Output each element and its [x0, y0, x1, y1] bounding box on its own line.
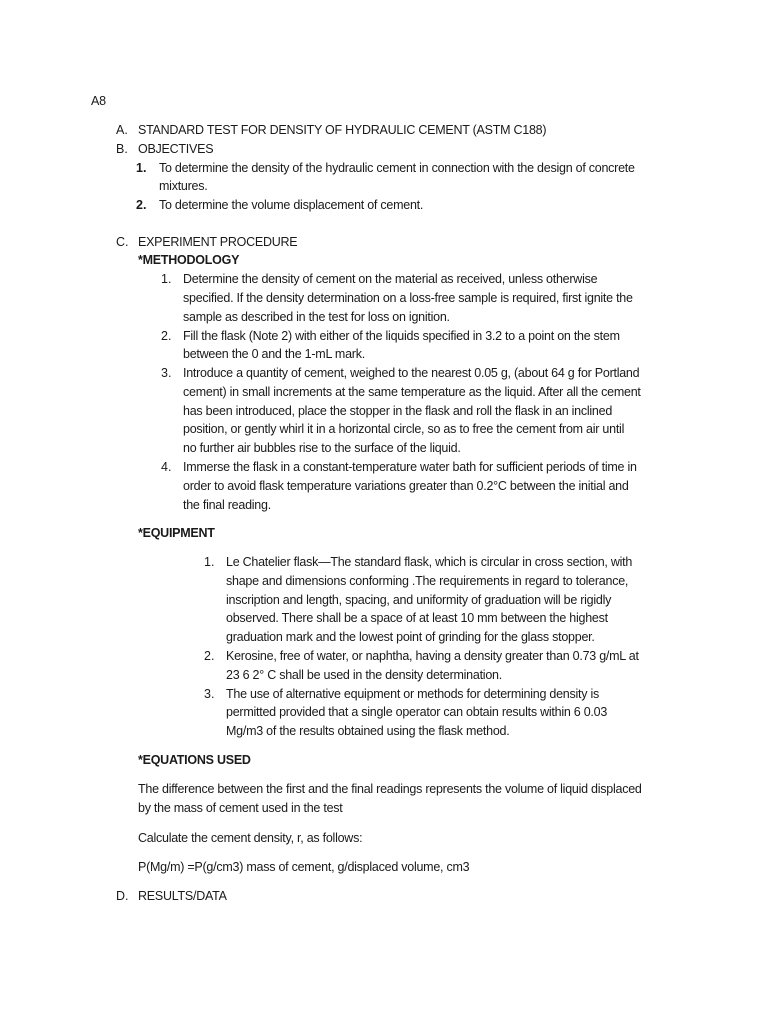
equipment-line: inscription and length, spacing, and uniformity of graduation will be rigidly: [226, 593, 612, 607]
methodology-number: 4.: [161, 460, 172, 474]
section-c-letter: C.: [116, 235, 129, 249]
section-a-letter: A.: [116, 123, 128, 137]
section-b-title: OBJECTIVES: [138, 142, 214, 156]
document-id: A8: [91, 94, 106, 108]
equations-paragraph-line: by the mass of cement used in the test: [138, 801, 343, 815]
methodology-line: position, or gently whirl it in a horizontal circle, so as to free the cement from air until: [183, 422, 625, 436]
section-b-letter: B.: [116, 142, 128, 156]
section-c-title: EXPERIMENT PROCEDURE: [138, 235, 298, 249]
methodology-line: the final reading.: [183, 498, 271, 512]
methodology-line: Immerse the flask in a constant-temperature water bath for sufficient periods of time in: [183, 460, 637, 474]
methodology-line: Introduce a quantity of cement, weighed to the nearest 0.05 g, (about 64 g for Portland: [183, 366, 640, 380]
objective-line: To determine the density of the hydraulic cement in connection with the design of concrete: [159, 161, 635, 175]
equations-paragraph-line: The difference between the first and the final readings represents the volume of liquid displaced: [138, 782, 642, 796]
equipment-line: The use of alternative equipment or methods for determining density is: [226, 687, 599, 701]
methodology-line: specified. If the density determination on a loss-free sample is required, first ignite the: [183, 291, 633, 305]
equipment-line: graduation mark and the lowest point of grinding for the glass stopper.: [226, 630, 595, 644]
methodology-line: Determine the density of cement on the material as received, unless otherwise: [183, 272, 598, 286]
equipment-number: 3.: [204, 687, 215, 701]
section-a-title: STANDARD TEST FOR DENSITY OF HYDRAULIC CEMENT (ASTM C188): [138, 123, 547, 137]
methodology-line: between the 0 and the 1-mL mark.: [183, 347, 365, 361]
objective-line: mixtures.: [159, 179, 208, 193]
equipment-line: Le Chatelier flask—The standard flask, which is circular in cross section, with: [226, 555, 633, 569]
methodology-number: 3.: [161, 366, 172, 380]
methodology-line: Fill the flask (Note 2) with either of the liquids specified in 3.2 to a point on the stem: [183, 329, 620, 343]
equipment-line: shape and dimensions conforming .The requirements in regard to tolerance,: [226, 574, 629, 588]
methodology-number: 1.: [161, 272, 172, 286]
methodology-line: has been introduced, place the stopper in the flask and roll the flask in an inclined: [183, 404, 613, 418]
objective-line: To determine the volume displacement of cement.: [159, 198, 424, 212]
methodology-line: no further air bubbles rise to the surface of the liquid.: [183, 441, 461, 455]
equations-heading: *EQUATIONS USED: [138, 753, 251, 767]
equations-formula: P(Mg/m) =P(g/cm3) mass of cement, g/displaced volume, cm3: [138, 860, 470, 874]
methodology-line: order to avoid flask temperature variations greater than 0.2°C between the initial and: [183, 479, 629, 493]
equipment-line: observed. There shall be a space of at least 10 mm between the highest: [226, 611, 608, 625]
methodology-line: sample as described in the test for loss on ignition.: [183, 310, 450, 324]
section-d-letter: D.: [116, 889, 129, 903]
methodology-heading: *METHODOLOGY: [138, 253, 240, 267]
equations-calc-line: Calculate the cement density, r, as follows:: [138, 831, 363, 845]
equipment-line: Mg/m3 of the results obtained using the flask method.: [226, 724, 510, 738]
objective-number: 2.: [136, 198, 147, 212]
equipment-number: 1.: [204, 555, 215, 569]
equipment-line: permitted provided that a single operator can obtain results within 6 0.03: [226, 705, 608, 719]
methodology-line: cement) in small increments at the same temperature as the liquid. After all the cement: [183, 385, 641, 399]
equipment-line: Kerosine, free of water, or naphtha, having a density greater than 0.73 g/mL at: [226, 649, 639, 663]
methodology-number: 2.: [161, 329, 172, 343]
section-d-title: RESULTS/DATA: [138, 889, 227, 903]
objective-number: 1.: [136, 161, 147, 175]
equipment-line: 23 6 2° C shall be used in the density determination.: [226, 668, 502, 682]
equipment-heading: *EQUIPMENT: [138, 526, 215, 540]
equipment-number: 2.: [204, 649, 215, 663]
